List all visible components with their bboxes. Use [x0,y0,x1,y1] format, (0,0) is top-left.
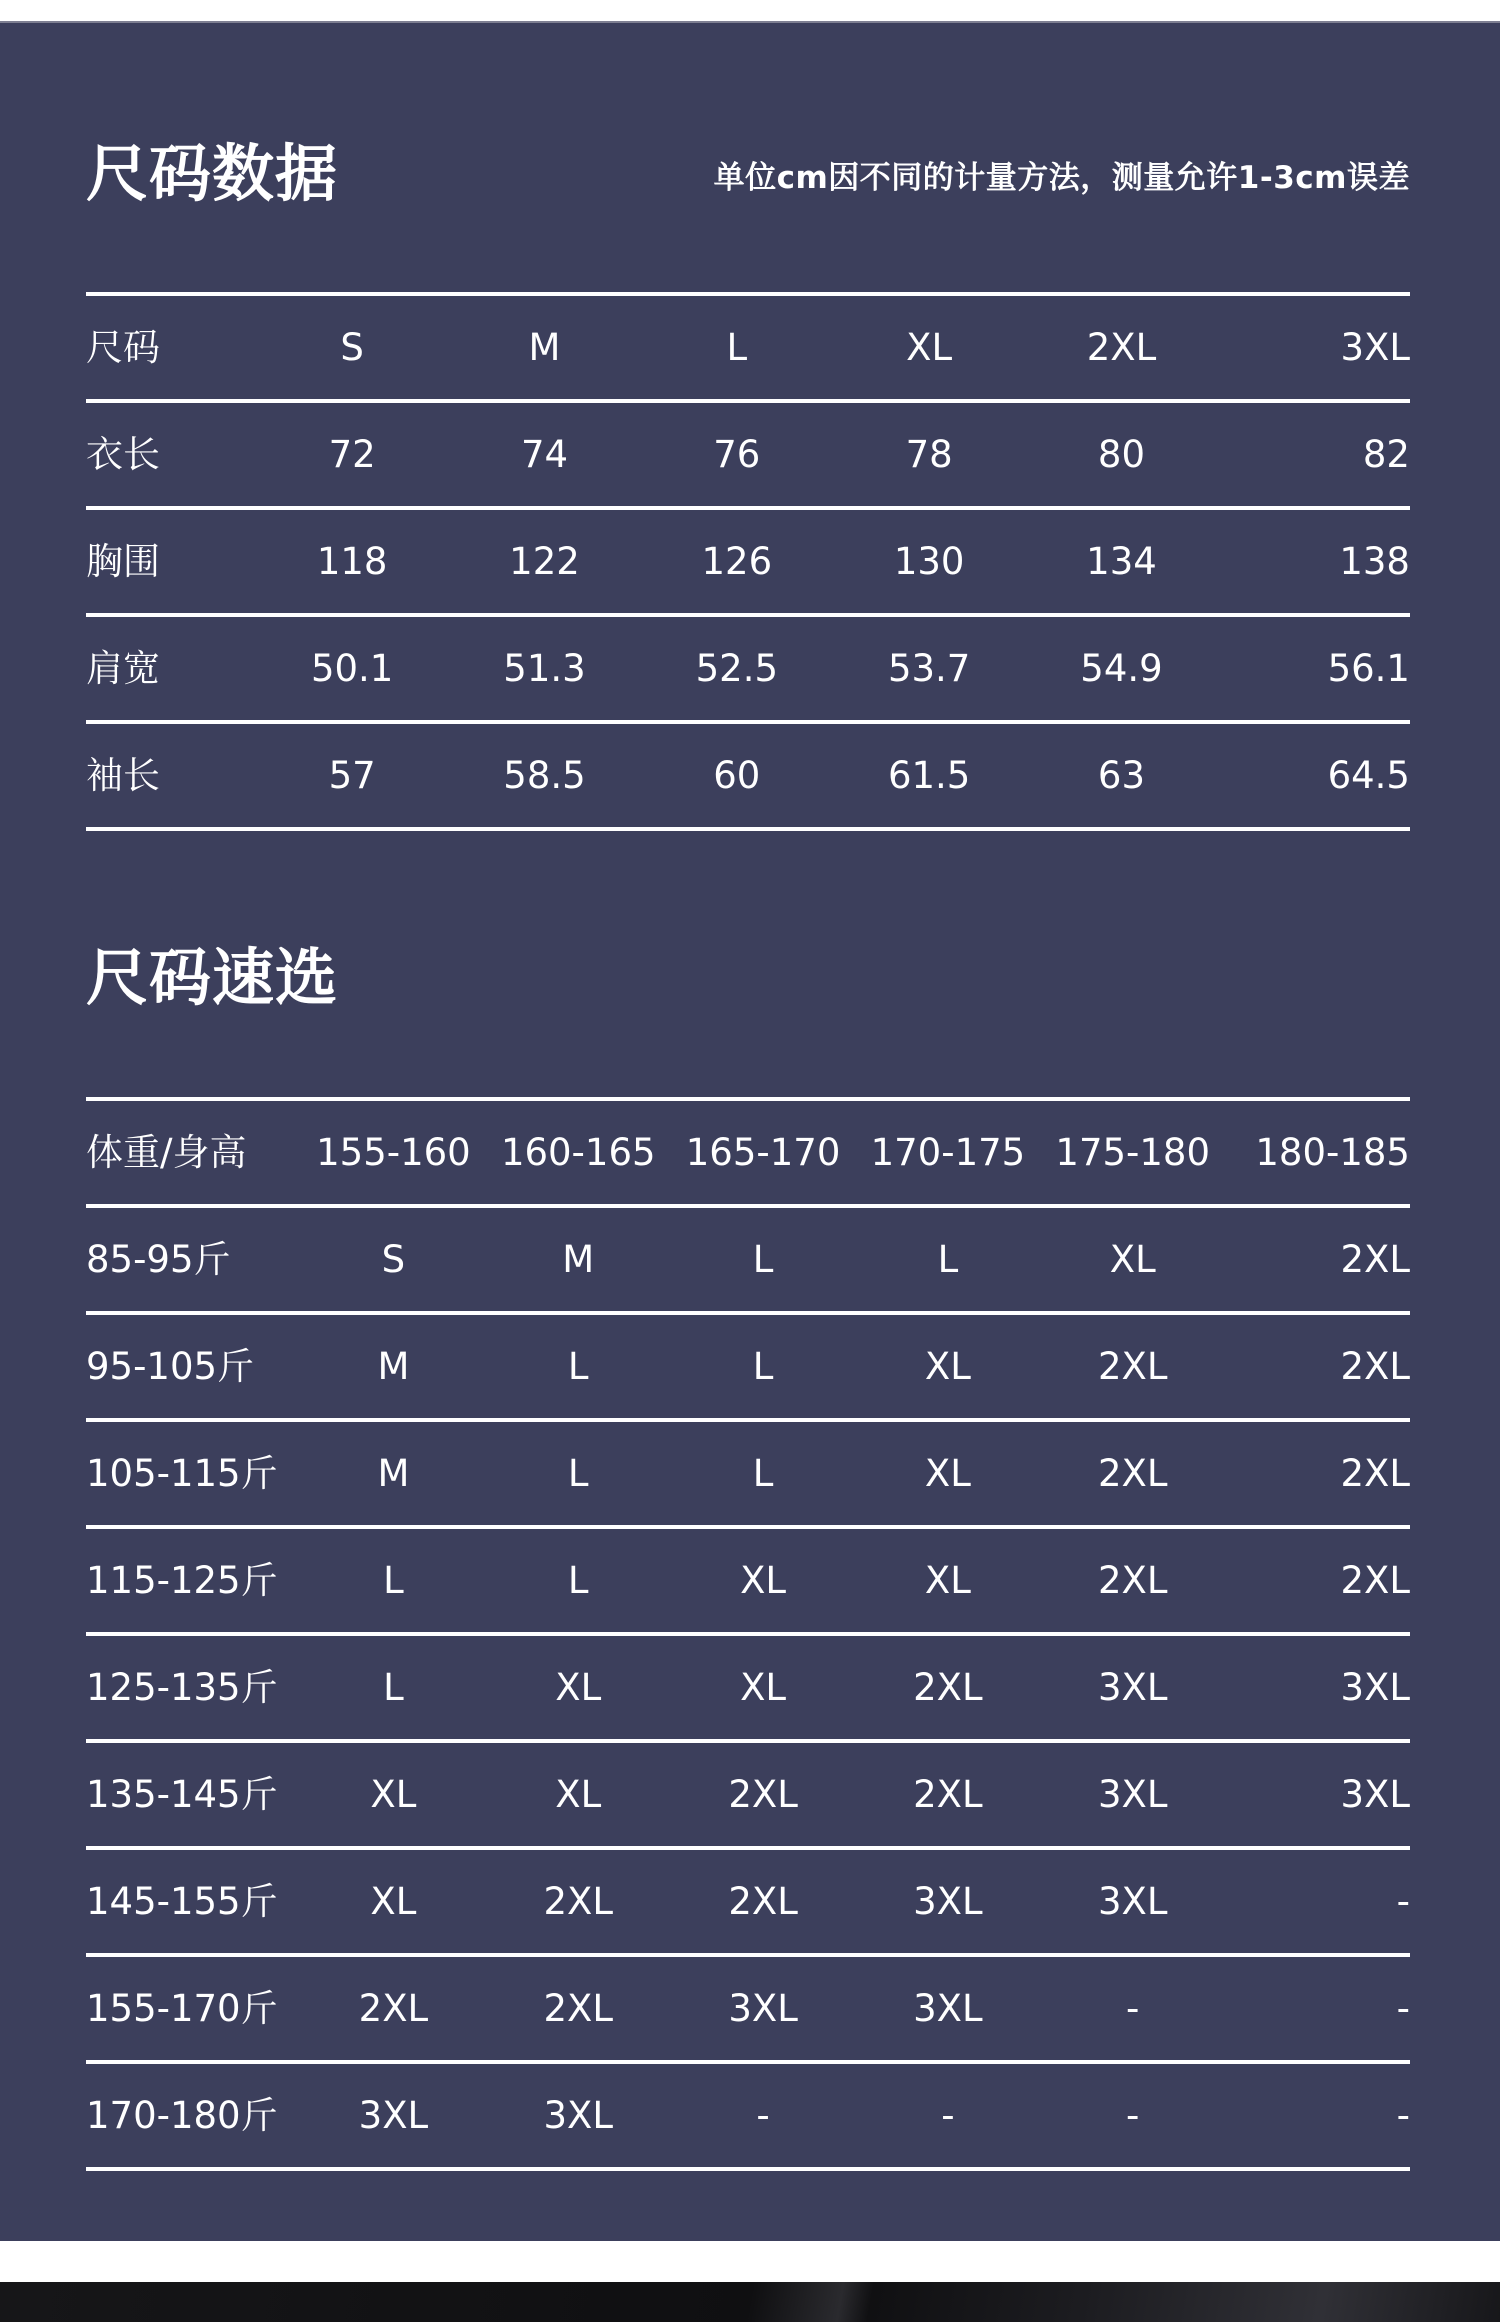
cell-value: 3XL [1340,1773,1410,1816]
table-row [86,1529,1410,1636]
cell-value: 134 [1086,540,1157,583]
size-select-title: 尺码速选 [86,941,339,1014]
cell-value: 60 [713,754,761,797]
row-label: 155-170斤 [86,1987,278,2030]
header-cell-value: 180-185 [1255,1131,1410,1174]
row-label: 170-180斤 [86,2094,278,2137]
cell-value: 3XL [358,2094,429,2137]
cell-value: 2XL [543,1880,613,1923]
cell-value: 3XL [913,1880,983,1923]
header-cell-value: 175-180 [1055,1131,1211,1174]
cell-value: 2XL [1340,1452,1410,1495]
cell-value: M [562,1238,595,1281]
cell-value: 126 [701,540,773,583]
size-data-section-header [86,137,1410,210]
row-label: 125-135斤 [86,1666,278,1709]
cell-value: 2XL [1086,326,1157,369]
header-row-label: 体重/身高 [86,1131,247,1174]
row-label: 85-95斤 [86,1238,231,1281]
cell-value: L [567,1345,589,1388]
cell-value: - [756,2094,770,2137]
cell-value: 76 [713,433,761,476]
top-white-strip [0,0,1500,21]
table-row [86,1315,1410,1422]
row-label: 145-155斤 [86,1880,278,1923]
table-row [86,724,1410,831]
row-label: 95-105斤 [86,1345,255,1388]
cell-value: M [377,1452,410,1495]
cell-value: 3XL [913,1987,983,2030]
cell-value: L [726,326,748,369]
cell-value: 80 [1097,433,1146,476]
cell-value: 2XL [1340,1238,1410,1281]
cell-value: XL [555,1773,602,1816]
cell-value: L [937,1238,959,1281]
cell-value: 58.5 [503,754,586,797]
cell-value: S [381,1238,406,1281]
cell-value: 3XL [1097,1880,1168,1923]
table-row [86,296,1410,403]
bottom-white-strip [0,2241,1500,2282]
cell-value: 118 [316,540,388,583]
header-cell-value: 155-160 [316,1131,471,1174]
table-header-row [86,1101,1410,1208]
cell-value: 53.7 [887,647,971,690]
cell-value: 2XL [913,1666,983,1709]
cell-value: L [567,1452,589,1495]
table-row [86,1957,1410,2064]
table-row [86,1422,1410,1529]
cell-value: 63 [1097,754,1146,797]
cell-value: 52.5 [695,647,779,690]
cell-value: 2XL [1097,1452,1168,1495]
cell-value: 2XL [358,1987,429,2030]
cell-value: 3XL [1340,1666,1410,1709]
cell-value: XL [924,1345,971,1388]
cell-value: 2XL [1340,1345,1410,1388]
cell-value: 3XL [543,2094,613,2137]
cell-value: 72 [328,433,376,476]
cell-value: 78 [905,433,953,476]
row-label: 135-145斤 [86,1773,278,1816]
cell-value: 138 [1339,540,1410,583]
cell-value: XL [370,1773,417,1816]
cell-value: L [383,1666,404,1709]
row-label: 胸围 [86,540,160,583]
cell-value: - [1126,1987,1140,2030]
cell-value: - [1126,2094,1140,2137]
table-row [86,1850,1410,1957]
cell-value: XL [370,1880,417,1923]
table-row [86,1208,1410,1315]
cell-value: 2XL [543,1987,613,2030]
cell-value: 2XL [1097,1345,1168,1388]
table-row [86,1636,1410,1743]
cell-value: 130 [893,540,965,583]
header-cell-value: 170-175 [870,1131,1026,1174]
cell-value: L [383,1559,404,1602]
size-select-table [86,1097,1410,2171]
cell-value: XL [924,1559,971,1602]
row-label: 105-115斤 [86,1452,278,1495]
cell-value: 2XL [728,1773,798,1816]
cell-value: 3XL [1097,1773,1168,1816]
cell-value: M [528,326,561,369]
size-chart-body [0,21,1500,2241]
cell-value: 82 [1362,433,1410,476]
size-data-table [86,292,1410,831]
measurement-tolerance-note: 单位cm因不同的计量方法，测量允许1-3cm误差 [713,159,1410,196]
cell-value: XL [740,1559,787,1602]
cell-value: S [340,326,364,369]
cell-value: 122 [509,540,580,583]
cell-value: 56.1 [1327,647,1410,690]
cell-value: - [1396,1987,1410,2030]
cell-value: L [752,1452,774,1495]
cell-value: 61.5 [887,754,971,797]
cell-value: 50.1 [310,647,394,690]
cell-value: XL [1109,1238,1156,1281]
table-row [86,617,1410,724]
cell-value: XL [740,1666,787,1709]
row-label: 袖长 [86,754,160,797]
table-row [86,1743,1410,1850]
header-cell-value: 165-170 [685,1131,841,1174]
cell-value: L [567,1559,589,1602]
cell-value: XL [924,1452,971,1495]
cell-value: 74 [520,433,569,476]
size-data-title: 尺码数据 [86,137,339,210]
cell-value: XL [906,326,953,369]
cell-value: 2XL [1097,1559,1168,1602]
cell-value: 3XL [1340,326,1410,369]
cell-value: 2XL [913,1773,983,1816]
cell-value: 2XL [728,1880,798,1923]
cell-value: M [377,1345,410,1388]
cell-value: - [941,2094,955,2137]
cell-value: - [1396,1880,1410,1923]
cell-value: 3XL [1097,1666,1168,1709]
cell-value: 2XL [1340,1559,1410,1602]
cell-value: XL [555,1666,602,1709]
row-label: 尺码 [86,326,160,369]
cell-value: 54.9 [1080,647,1163,690]
cell-value: 3XL [728,1987,798,2030]
header-cell-value: 160-165 [500,1131,656,1174]
table-row [86,510,1410,617]
row-label: 肩宽 [86,647,160,690]
row-label: 115-125斤 [86,1559,278,1602]
cell-value: L [752,1345,774,1388]
cell-value: 64.5 [1327,754,1410,797]
cell-value: 57 [328,754,376,797]
bottom-photo-strip [0,2282,1500,2322]
cell-value: L [752,1238,774,1281]
cell-value: 51.3 [503,647,586,690]
table-row [86,2064,1410,2171]
cell-value: - [1396,2094,1410,2137]
table-row [86,403,1410,510]
row-label: 衣长 [86,433,160,476]
